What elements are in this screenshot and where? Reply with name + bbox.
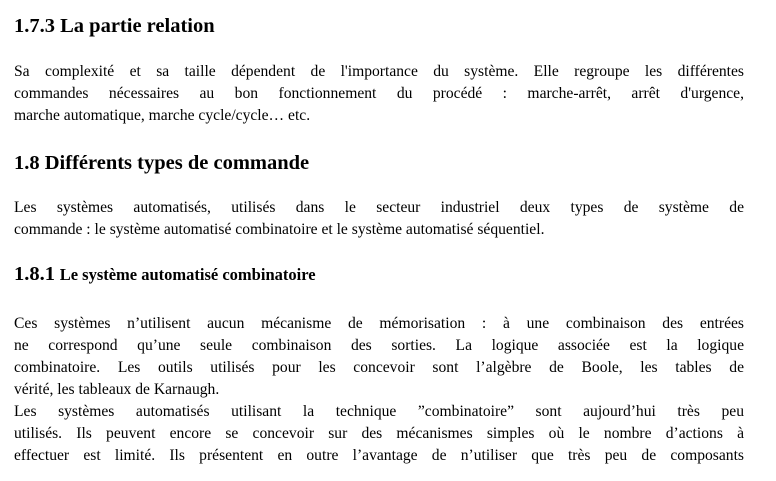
text-line: Ces systèmes n’utilisent aucun mécanisme de mémorisation : à une combinaison des entrées — [14, 315, 744, 332]
section-heading-1-8: 1.8 Différents types de commande — [14, 152, 310, 174]
paragraph-partie-relation — [14, 61, 744, 127]
paragraph-systeme-combinatoire — [14, 313, 744, 467]
section-number: 1.8.1 — [14, 263, 55, 285]
section-heading-1-8-1 — [14, 263, 316, 286]
text-line: vérité, les tableaux de Karnaugh. — [14, 381, 220, 398]
text-line: Les systèmes automatisés utilisant la technique ”combinatoire” sont aujourd’hui très peu — [14, 403, 744, 420]
text-line: marche automatique, marche cycle/cycle… etc. — [14, 107, 311, 124]
section-heading-1-7-3: 1.7.3 La partie relation — [14, 15, 215, 37]
text-line: Sa complexité et sa taille dépendent de l'importance du système. Elle regroupe les différentes — [14, 63, 744, 80]
text-line: effectuer est limité. Ils présentent en outre l’avantage de n’utiliser que très peu de composants — [14, 447, 744, 464]
text-line: utilisés. Ils peuvent encore se concevoir sur des mécanismes simples où le nombre d’actions à — [14, 425, 744, 442]
text-line: commande : le système automatisé combinatoire et le système automatisé séquentiel. — [14, 221, 545, 238]
paragraph-types-de-commande — [14, 197, 744, 241]
text-line: combinatoire. Les outils utilisés pour les concevoir sont l’algèbre de Boole, les tables de — [14, 359, 744, 376]
text-line: commandes nécessaires au bon fonctionnement du procédé : marche-arrêt, arrêt d'urgence, — [14, 85, 744, 102]
text-line: Les systèmes automatisés, utilisés dans le secteur industriel deux types de système de — [14, 199, 744, 216]
section-title: Le système automatisé combinatoire — [59, 265, 316, 284]
text-line: ne correspond qu’une seule combinaison des sorties. La logique associée est la logique — [14, 337, 744, 354]
